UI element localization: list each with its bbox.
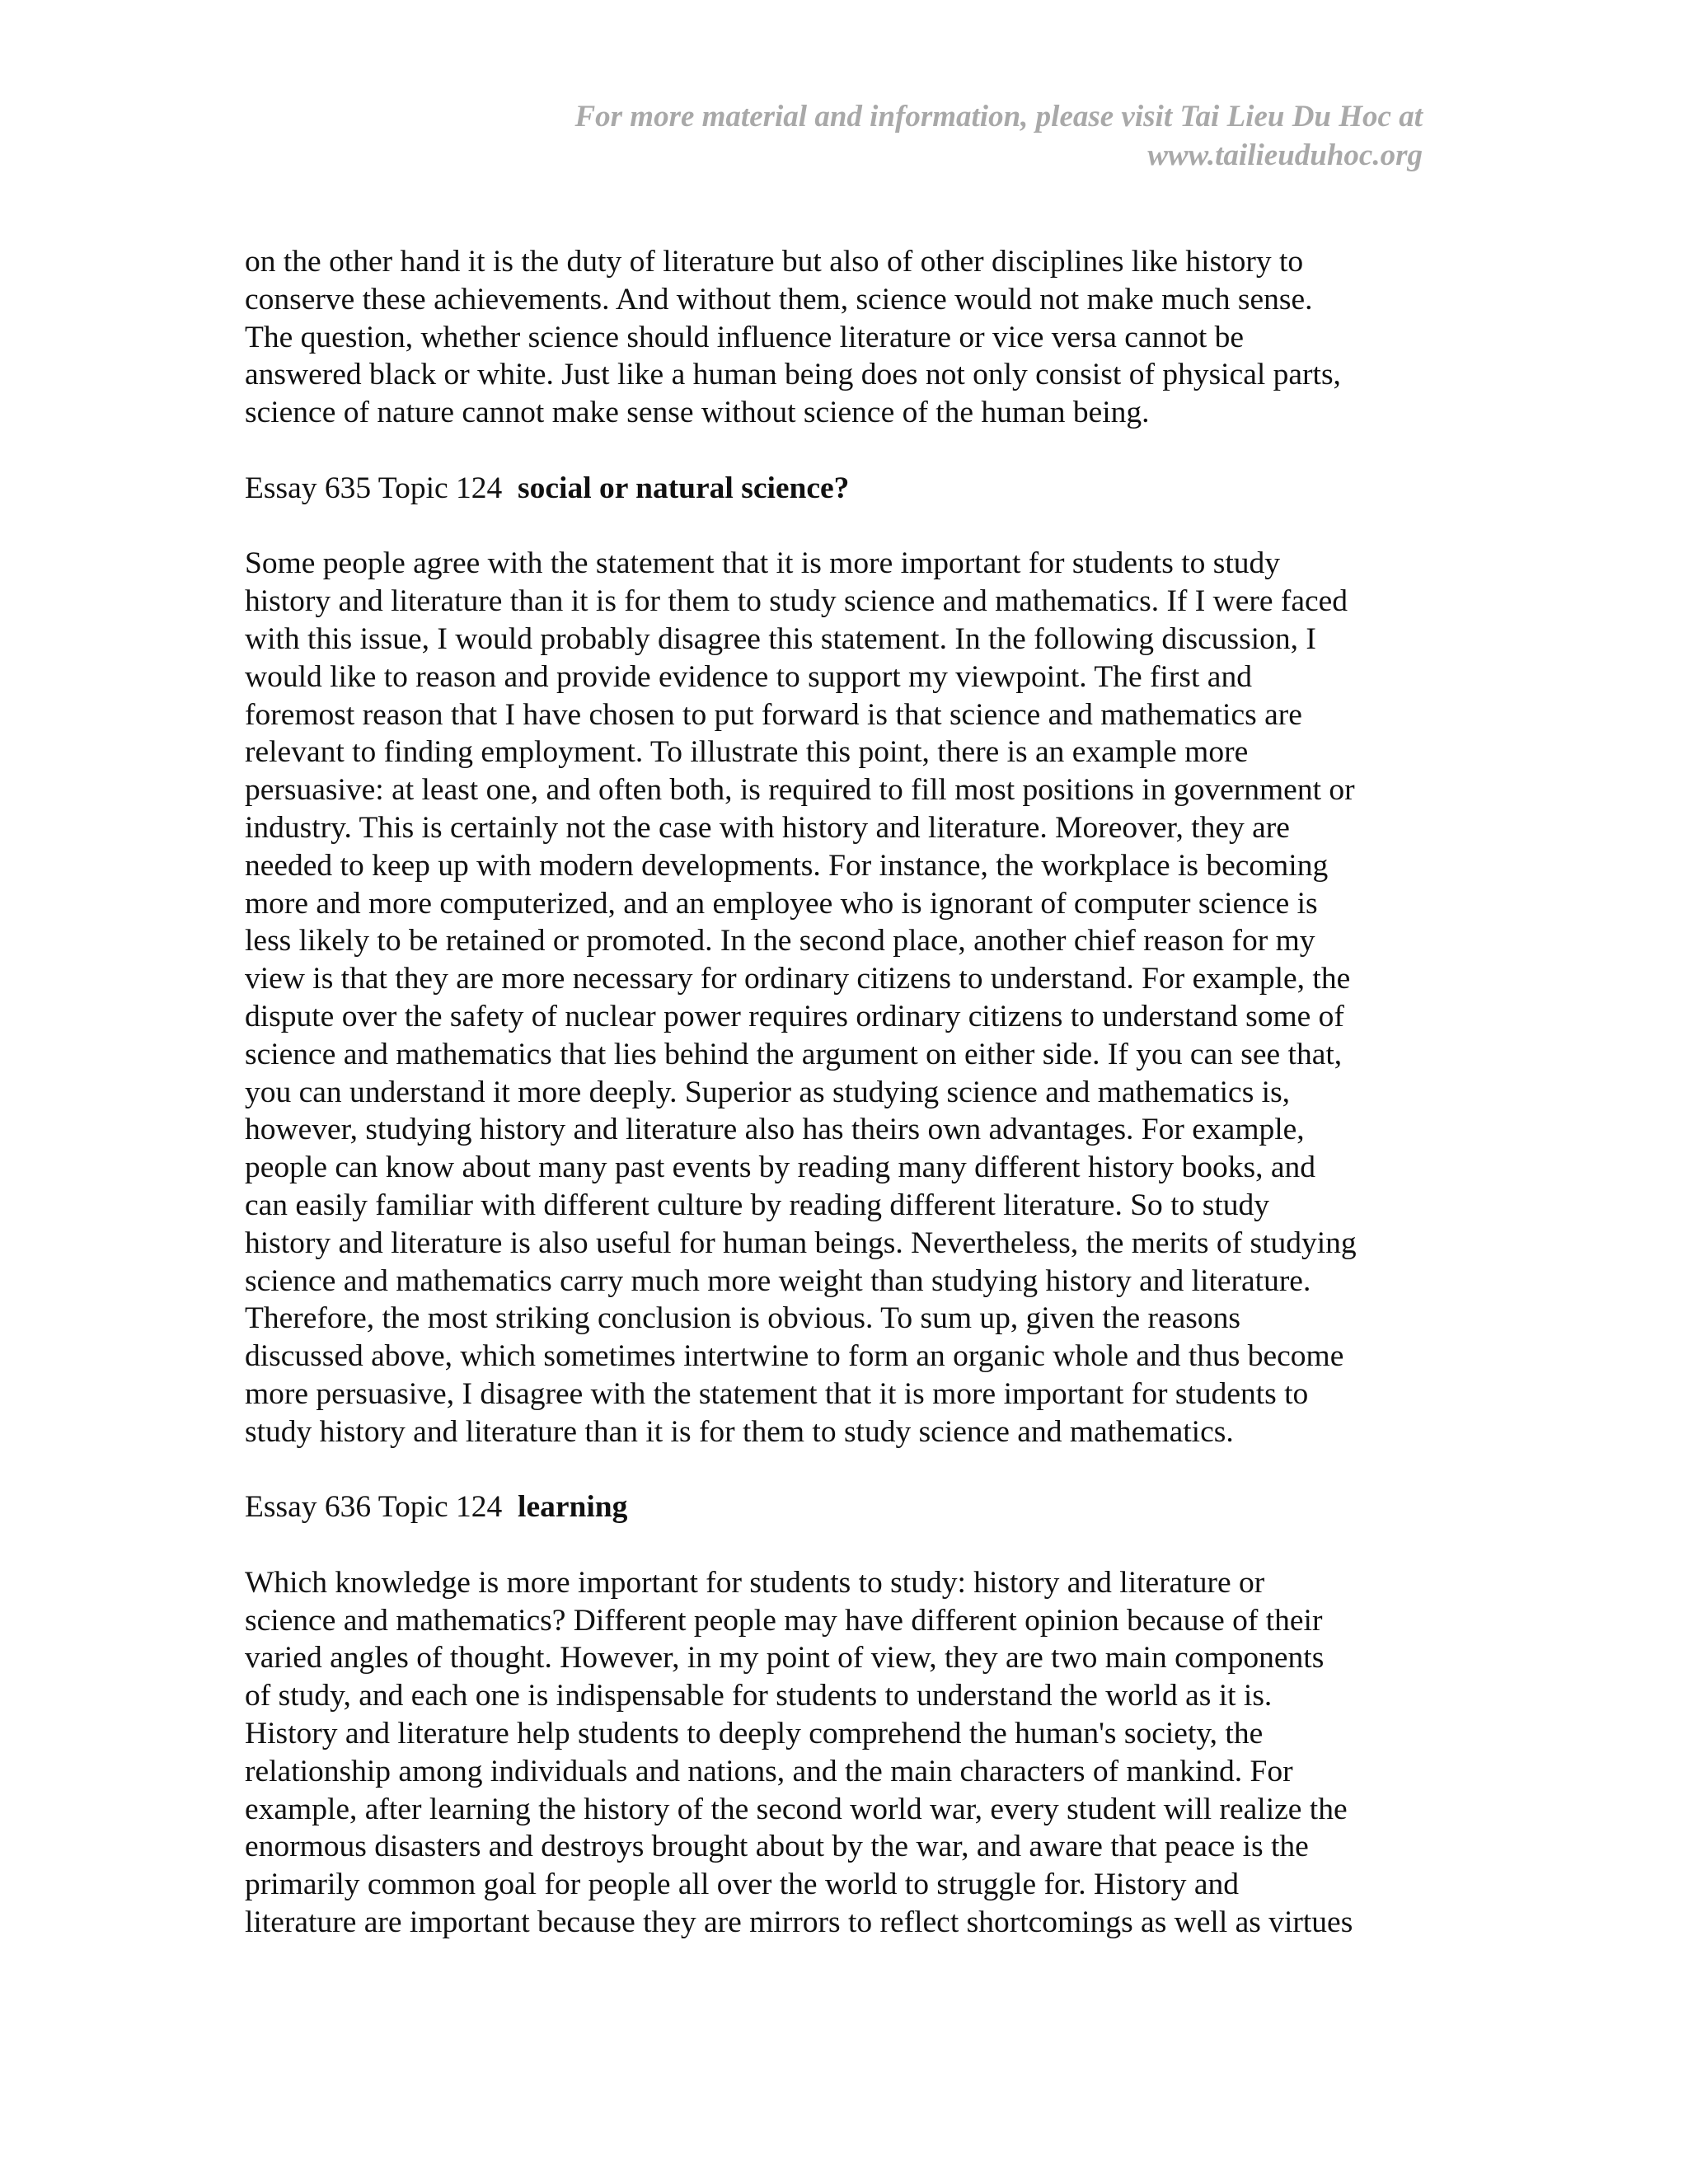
text-line: people can know about many past events by reading many different history books, and: [245, 1151, 1315, 1185]
text-line: needed to keep up with modern developments. For instance, the workplace is becoming: [245, 848, 1329, 883]
text-line: science and mathematics carry much more weight than studying history and literature.: [245, 1263, 1311, 1298]
text-line: history and literature than it is for them to study science and mathematics. If I were faced: [245, 584, 1348, 619]
essay-636-title: learning: [518, 1490, 628, 1525]
text-line: The question, whether science should influence literature or vice versa cannot be: [245, 320, 1245, 354]
text-line: foremost reason that I have chosen to put forward is that science and mathematics are: [245, 697, 1302, 732]
text-line: would like to reason and provide evidence to support my viewpoint. The first and: [245, 659, 1252, 694]
text-line: however, studying history and literature also has theirs own advantages. For example,: [245, 1113, 1305, 1147]
text-line: relationship among individuals and nations, and the main characters of mankind. For: [245, 1754, 1293, 1788]
text-line: conserve these achievements. And without them, science would not make much sense.: [245, 282, 1313, 316]
text-line: Therefore, the most striking conclusion is obvious. To sum up, given the reasons: [245, 1301, 1240, 1336]
essay-636-body: [245, 1564, 1436, 1942]
text-line: persuasive: at least one, and often both, is required to fill most positions in government or: [245, 773, 1355, 808]
text-line: study history and literature than it is for them to study science and mathematics.: [245, 1414, 1234, 1449]
text-line: science and mathematics? Different people may have different opinion because of their: [245, 1603, 1323, 1638]
text-line: can easily familiar with different culture by reading different literature. So to study: [245, 1188, 1269, 1222]
text-line: science and mathematics that lies behind the argument on either side. If you can see that,: [245, 1037, 1343, 1071]
text-line: view is that they are more necessary for ordinary citizens to understand. For example, the: [245, 962, 1351, 996]
header-website: www.tailieuduhoc.org: [1147, 138, 1423, 172]
page-header: [351, 97, 1423, 175]
essay-636-heading: [245, 1488, 1436, 1526]
text-line: more persuasive, I disagree with the statement that it is more important for students to: [245, 1376, 1309, 1411]
document-body: [245, 243, 1436, 1942]
text-line: relevant to finding employment. To illustrate this point, there is an example more: [245, 735, 1249, 770]
paragraph-spacer: [245, 508, 1436, 546]
text-line: Some people agree with the statement that it is more important for students to study: [245, 546, 1280, 581]
text-line: dispute over the safety of nuclear power requires ordinary citizens to understand some of: [245, 999, 1344, 1033]
paragraph-spacer: [245, 432, 1436, 470]
text-line: you can understand it more deeply. Superior as studying science and mathematics is,: [245, 1075, 1291, 1109]
essay-636-number: Essay 636 Topic 124: [245, 1490, 503, 1525]
text-line: history and literature is also useful for human beings. Nevertheless, the merits of studying: [245, 1226, 1357, 1260]
text-line: Which knowledge is more important for students to study: history and literature or: [245, 1565, 1265, 1600]
essay-635-heading: [245, 470, 1436, 508]
text-line: industry. This is certainly not the case with history and literature. Moreover, they are: [245, 810, 1290, 845]
text-line: with this issue, I would probably disagree this statement. In the following discussion, I: [245, 621, 1316, 656]
text-line: History and literature help students to deeply comprehend the human's society, the: [245, 1717, 1264, 1751]
intro-paragraph: [245, 243, 1436, 432]
header-line-1: For more material and information, please visit Tai Lieu Du Hoc at: [574, 100, 1423, 134]
text-line: on the other hand it is the duty of literature but also of other disciplines like history to: [245, 245, 1304, 279]
essay-635-number: Essay 635 Topic 124: [245, 471, 503, 505]
text-line: less likely to be retained or promoted. In the second place, another chief reason for my: [245, 924, 1315, 958]
text-line: discussed above, which sometimes intertwine to form an organic whole and thus become: [245, 1339, 1344, 1374]
text-line: more and more computerized, and an employee who is ignorant of computer science is: [245, 886, 1318, 921]
text-line: answered black or white. Just like a human being does not only consist of physical parts,: [245, 358, 1341, 392]
text-line: primarily common goal for people all over the world to struggle for. History and: [245, 1868, 1239, 1902]
essay-635-body: [245, 545, 1436, 1451]
paragraph-spacer: [245, 1451, 1436, 1489]
text-line: literature are important because they are mirrors to reflect shortcomings as well as virtues: [245, 1905, 1353, 1940]
text-line: of study, and each one is indispensable for students to understand the world as it is.: [245, 1679, 1273, 1713]
paragraph-spacer: [245, 1526, 1436, 1564]
text-line: example, after learning the history of the second world war, every student will realize the: [245, 1792, 1348, 1826]
essay-635-title: social or natural science?: [518, 471, 850, 505]
text-line: varied angles of thought. However, in my point of view, they are two main components: [245, 1641, 1325, 1675]
text-line: enormous disasters and destroys brought about by the war, and aware that peace is the: [245, 1830, 1309, 1864]
text-line: science of nature cannot make sense without science of the human being.: [245, 396, 1150, 430]
